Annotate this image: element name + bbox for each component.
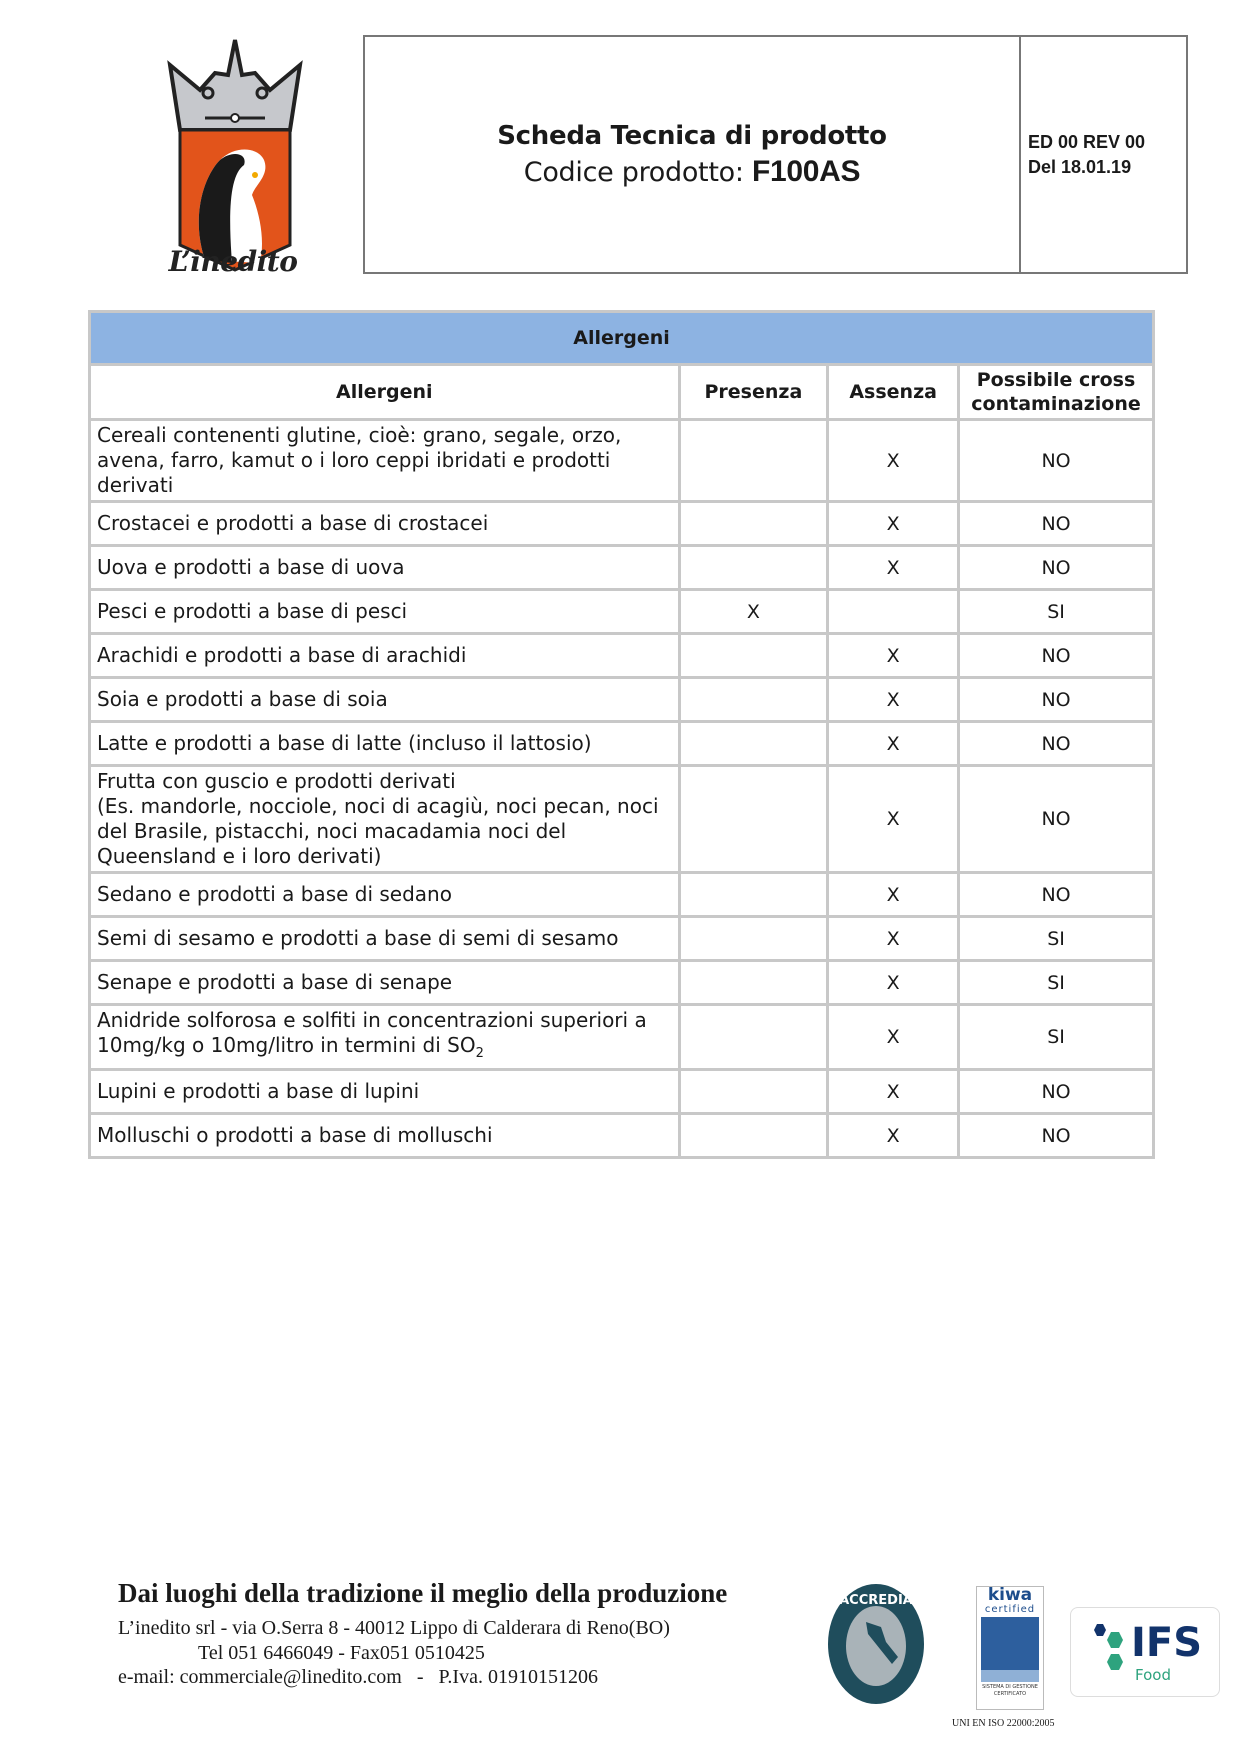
presence-mark [679,634,828,678]
table-header-row [90,365,1154,420]
cross-contamination-value: SI [959,1005,1154,1070]
cross-contamination-value: NO [959,634,1154,678]
table-row [90,1114,1154,1158]
table-row [90,722,1154,766]
presence-mark [679,546,828,590]
ifs-food-logo [1070,1607,1220,1697]
brand-name: L’inedito [168,245,298,278]
allergen-name: Latte e prodotti a base di latte (incluso il lattosio) [90,722,680,766]
allergen-name: Sedano e prodotti a base di sedano [90,873,680,917]
presence-mark [679,502,828,546]
presence-mark [679,678,828,722]
kiwa-beaver-icon [981,1617,1039,1682]
cross-contamination-value: NO [959,420,1154,502]
kiwa-note: SISTEMA DI GESTIONE CERTIFICATO [982,1684,1038,1697]
allergen-detail: (Es. mandorle, nocciole, noci di acagiù, noci pecan, noci del Brasile, pistacchi, noci macadamia noci del Queensland e i loro derivati) [97,794,659,868]
presence-mark [679,961,828,1005]
table-band-title: Allergeni [90,312,1154,365]
table-row [90,917,1154,961]
col-cross-contamination: Possibile cross contaminazione [959,365,1154,420]
absence-mark: X [828,766,959,873]
allergen-name-cell [90,766,680,873]
absence-mark: X [828,420,959,502]
table-row [90,961,1154,1005]
cross-contamination-value: NO [959,678,1154,722]
revision-date: Del 18.01.19 [1028,156,1132,177]
cross-contamination-value: SI [959,590,1154,634]
accredia-logo-icon [826,1582,926,1707]
cross-contamination-value: NO [959,766,1154,873]
presence-mark [679,420,828,502]
presence-mark [679,1114,828,1158]
table-row [90,590,1154,634]
cross-contamination-value: NO [959,873,1154,917]
absence-mark [828,590,959,634]
revision-cell [1021,37,1186,272]
cross-contamination-value: NO [959,1114,1154,1158]
allergen-name: Arachidi e prodotti a base di arachidi [90,634,680,678]
presence-mark [679,1070,828,1114]
allergen-name-subscript: 2 [475,1046,484,1061]
absence-mark: X [828,502,959,546]
absence-mark: X [828,678,959,722]
allergen-name: Soia e prodotti a base di soia [90,678,680,722]
kiwa-subtitle: certified [984,1604,1036,1615]
presence-mark [679,873,828,917]
table-row [90,546,1154,590]
document-header [363,35,1188,274]
cross-contamination-value: NO [959,1070,1154,1114]
kiwa-certification [976,1586,1044,1710]
header-title-cell [365,37,1021,272]
edition-revision: ED 00 REV 00 [1028,131,1146,152]
presence-mark [679,766,828,873]
table-row [90,873,1154,917]
allergen-name: Molluschi o prodotti a base di molluschi [90,1114,680,1158]
allergen-name: Senape e prodotti a base di senape [90,961,680,1005]
table-row [90,1070,1154,1114]
table-row [90,678,1154,722]
absence-mark: X [828,634,959,678]
absence-mark: X [828,1005,959,1070]
absence-mark: X [828,1114,959,1158]
col-allergeni: Allergeni [90,365,680,420]
allergen-name: Anidride solforosa e solfiti in concentrazioni superiori a 10mg/kg o 10mg/litro in termini di SO [97,1008,647,1057]
allergen-name: Pesci e prodotti a base di pesci [90,590,680,634]
kiwa-title: kiwa [987,1585,1033,1605]
presence-mark [679,917,828,961]
table-row [90,1005,1154,1070]
cross-contamination-value: SI [959,961,1154,1005]
iso-standard: UNI EN ISO 22000:2005 [952,1718,1055,1729]
footer-phone: Tel 051 6466049 - Fax051 0510425 [198,1642,485,1664]
ifs-title: IFS [1131,1620,1203,1666]
table-row [90,634,1154,678]
allergen-table [88,310,1155,1159]
col-assenza: Assenza [828,365,959,420]
allergen-name: Frutta con guscio e prodotti derivati [97,769,456,793]
page-title: Scheda Tecnica di prodotto [497,120,887,151]
ifs-subtitle: Food [1135,1666,1171,1684]
presence-mark [679,722,828,766]
footer-email-vat: e-mail: commerciale@linedito.com - P.Iva. 01910151206 [118,1666,598,1688]
cross-contamination-value: SI [959,917,1154,961]
absence-mark: X [828,961,959,1005]
presence-mark: X [679,590,828,634]
footer-address: L’inedito srl - via O.Serra 8 - 40012 Lippo di Calderara di Reno(BO) [118,1617,670,1639]
accredia-title: ACCREDIA [839,1593,913,1608]
product-code [524,155,860,189]
allergen-name: Crostacei e prodotti a base di crostacei [90,502,680,546]
absence-mark: X [828,1070,959,1114]
table-row [90,502,1154,546]
absence-mark: X [828,722,959,766]
col-presenza: Presenza [679,365,828,420]
allergen-name: Semi di sesamo e prodotti a base di semi di sesamo [90,917,680,961]
allergen-name-cell [90,1005,680,1070]
table-row [90,766,1154,873]
product-code-label: Codice prodotto: [523,156,752,188]
allergen-name: Uova e prodotti a base di uova [90,546,680,590]
allergen-name: Cereali contenenti glutine, cioè: grano, segale, orzo, avena, farro, kamut o i loro ceppi ibridati e prodotti derivati [90,420,680,502]
absence-mark: X [828,873,959,917]
footer-slogan: Dai luoghi della tradizione il meglio della produzione [118,1578,728,1608]
product-code-value: F100AS [751,154,861,188]
allergen-name: Lupini e prodotti a base di lupini [90,1070,680,1114]
ifs-hexagons-icon [1089,1622,1129,1682]
cross-contamination-value: NO [959,722,1154,766]
absence-mark: X [828,546,959,590]
cross-contamination-value: NO [959,502,1154,546]
table-row [90,420,1154,502]
cross-contamination-value: NO [959,546,1154,590]
absence-mark: X [828,917,959,961]
presence-mark [679,1005,828,1070]
